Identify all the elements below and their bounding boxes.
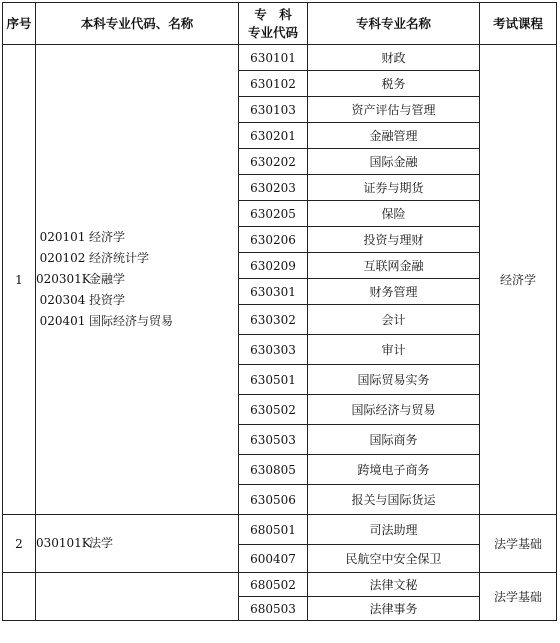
major-code-cell: 630502	[239, 395, 308, 425]
major-code-cell: 630102	[239, 71, 308, 97]
major-code-cell: 630805	[239, 455, 308, 485]
major-name-cell: 法律事务	[308, 597, 480, 621]
major-code-cell: 680503	[239, 597, 308, 621]
bachelor-cell	[36, 573, 239, 621]
major-name-cell: 财务管理	[308, 279, 480, 305]
major-code-cell: 680502	[239, 573, 308, 597]
bachelor-code: 020401	[39, 314, 86, 328]
bachelor-name: 经济学	[89, 230, 126, 244]
header-seq: 序号	[3, 3, 36, 45]
major-name-cell: 会计	[308, 305, 480, 335]
major-name-cell: 金融管理	[308, 123, 480, 149]
exam-cell: 经济学	[480, 45, 557, 515]
bachelor-item	[36, 227, 238, 248]
table-row	[3, 515, 557, 545]
major-code-cell: 630503	[239, 425, 308, 455]
bachelor-code: 020102	[39, 251, 86, 265]
major-code-cell: 600407	[239, 545, 308, 573]
seq-cell	[3, 573, 36, 621]
major-name-cell: 国际金融	[308, 149, 480, 175]
header-code-line1: 专 科	[254, 6, 292, 22]
bachelor-code: 020304	[39, 293, 86, 307]
bachelor-item	[36, 269, 238, 290]
major-name-cell: 国际贸易实务	[308, 365, 480, 395]
bachelor-item	[36, 248, 238, 269]
major-name-cell: 资产评估与管理	[308, 97, 480, 123]
major-code-cell: 630302	[239, 305, 308, 335]
major-name-cell: 审计	[308, 335, 480, 365]
major-name-cell: 民航空中安全保卫	[308, 545, 480, 573]
header-exam: 考试课程	[480, 3, 557, 45]
header-bachelor: 本科专业代码、名称	[36, 3, 239, 45]
major-name-cell: 国际商务	[308, 425, 480, 455]
majors-table	[2, 2, 557, 621]
bachelor-code: 020101	[39, 230, 86, 244]
major-name-cell: 报关与国际货运	[308, 485, 480, 515]
bachelor-item	[36, 533, 238, 554]
major-name-cell: 司法助理	[308, 515, 480, 545]
bachelor-name: 经济统计学	[89, 251, 150, 265]
major-code-cell: 630202	[239, 149, 308, 175]
table-row	[3, 573, 557, 597]
header-row	[3, 3, 557, 45]
header-code-line2: 专业代码	[247, 24, 298, 40]
table-body	[3, 45, 557, 621]
bachelor-name: 投资学	[89, 293, 126, 307]
bachelor-code: 030101K	[36, 536, 91, 550]
major-name-cell: 保险	[308, 201, 480, 227]
bachelor-item	[36, 290, 238, 311]
bachelor-item	[36, 311, 238, 332]
major-name-cell: 财政	[308, 45, 480, 71]
seq-cell: 1	[3, 45, 36, 515]
major-code-cell: 630209	[239, 253, 308, 279]
major-code-cell: 630501	[239, 365, 308, 395]
major-code-cell: 630101	[239, 45, 308, 71]
major-code-cell: 630205	[239, 201, 308, 227]
major-code-cell: 630506	[239, 485, 308, 515]
bachelor-name: 国际经济与贸易	[89, 314, 174, 328]
major-name-cell: 法律文秘	[308, 573, 480, 597]
major-code-cell: 630103	[239, 97, 308, 123]
bachelor-code: 020301K	[36, 272, 91, 286]
major-name-cell: 互联网金融	[308, 253, 480, 279]
table-row	[3, 45, 557, 71]
major-code-cell: 630201	[239, 123, 308, 149]
bachelor-name: 金融学	[89, 272, 126, 286]
major-code-cell: 630206	[239, 227, 308, 253]
major-name-cell: 投资与理财	[308, 227, 480, 253]
major-name-cell: 跨境电子商务	[308, 455, 480, 485]
major-code-cell: 630203	[239, 175, 308, 201]
major-code-cell: 630303	[239, 335, 308, 365]
major-name-cell: 税务	[308, 71, 480, 97]
header-code	[239, 3, 308, 45]
bachelor-name: 法学	[89, 536, 114, 550]
major-code-cell: 630301	[239, 279, 308, 305]
major-name-cell: 证券与期货	[308, 175, 480, 201]
exam-cell: 法学基础	[480, 515, 557, 573]
major-name-cell: 国际经济与贸易	[308, 395, 480, 425]
major-code-cell: 680501	[239, 515, 308, 545]
exam-cell: 法学基础	[480, 573, 557, 621]
header-name: 专科专业名称	[308, 3, 480, 45]
bachelor-cell	[36, 45, 239, 515]
bachelor-cell	[36, 515, 239, 573]
seq-cell: 2	[3, 515, 36, 573]
